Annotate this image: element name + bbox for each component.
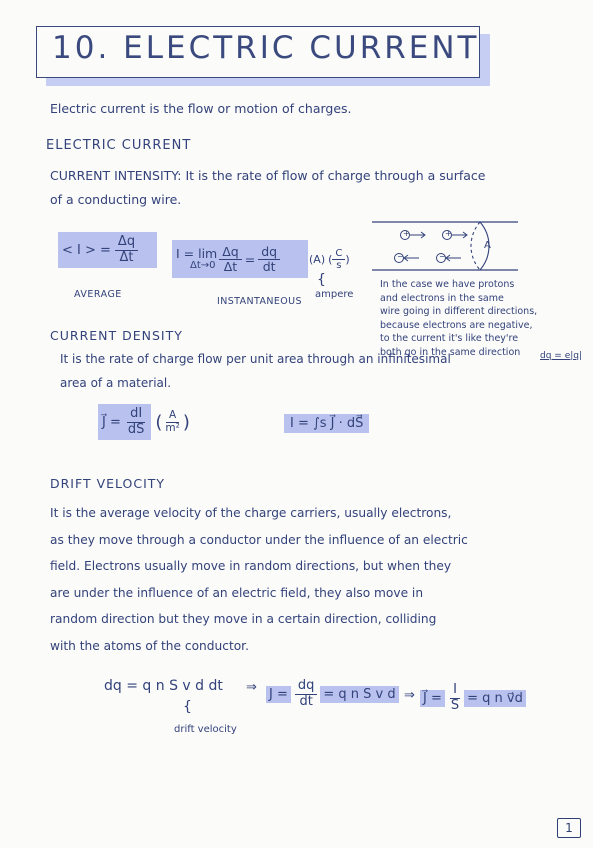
- final-rhs: = q n v⃗d: [464, 690, 526, 707]
- final-den: S: [450, 697, 460, 713]
- inst-lim-sub: Δt→0: [190, 260, 216, 272]
- current-density-highlight: [98, 404, 151, 440]
- avg-lhs: < I > =: [62, 242, 111, 258]
- side-note-formula: dq = e|q|: [540, 351, 583, 361]
- inst-lhs: I = lim: [176, 245, 218, 261]
- unit-a: (A): [309, 253, 326, 266]
- avg-den: Δt: [119, 249, 134, 265]
- final-lhs: J⃗ =: [420, 690, 445, 707]
- final-fraction: [448, 683, 462, 713]
- j-num: dI: [127, 407, 145, 422]
- current-density-line-1: It is the rate of charge flow per unit area through an infinitesimal: [60, 352, 451, 366]
- current-integral-formula: I = ∫s J⃗ · dS⃗: [284, 414, 369, 433]
- inst-den-1: Δt: [223, 258, 238, 274]
- drift-velocity-note: drift velocity: [174, 724, 237, 735]
- side-note-line: wire going in different directions,: [380, 306, 538, 317]
- inst-den-2: dt: [262, 258, 276, 274]
- inst-num-1: Δq: [219, 245, 242, 260]
- side-note: [380, 278, 537, 359]
- drift-brace-icon: {: [183, 699, 192, 715]
- surface-left-arc: [471, 222, 480, 270]
- side-note-line: to the current it's like they're: [380, 333, 519, 344]
- current-intensity-line-1: CURRENT INTENSITY: It is the rate of flow of charge through a surface: [50, 168, 486, 183]
- j-lhs: J⃗ =: [102, 414, 121, 430]
- inst-fraction-1: [219, 245, 242, 274]
- inst-fraction-2: [258, 245, 280, 274]
- brace-icon: {: [317, 272, 326, 288]
- section-heading-electric-current: ELECTRIC CURRENT: [46, 138, 192, 153]
- current-density-derivation: [266, 674, 399, 714]
- j-fraction: [125, 407, 148, 437]
- current-intensity-line-2: of a conducting wire.: [50, 192, 182, 207]
- side-note-line: and electrons in the same: [380, 292, 504, 304]
- section-heading-drift-velocity: DRIFT VELOCITY: [50, 476, 166, 491]
- final-num: I: [450, 683, 460, 698]
- pos-charge-sign-1: +: [403, 229, 410, 238]
- implies-arrow-1: ⇒: [246, 680, 257, 695]
- j-eq-lhs: J =: [266, 686, 291, 703]
- side-note-line: In the case we have protons: [380, 279, 515, 290]
- current-density-formula: J⃗ = $\frac{dI}{dS}$ ( $\frac{A}{\text{m²}}$ ): [98, 400, 190, 444]
- average-current-formula: [58, 232, 157, 268]
- j-eq-rhs: = q n S v d: [320, 686, 398, 703]
- j-eq-fraction: [295, 679, 318, 709]
- side-note-line: both go in the same direction: [380, 346, 521, 358]
- final-drift-formula: [420, 678, 526, 718]
- avg-fraction: [115, 235, 138, 265]
- instantaneous-current-formula: [172, 240, 308, 278]
- inst-lim-block: [176, 247, 217, 272]
- j-unit-den: m²: [165, 421, 180, 434]
- unit-word: ampere: [315, 289, 354, 300]
- unit-num: C: [332, 248, 345, 260]
- side-note-line: because electrons are negative,: [380, 319, 533, 331]
- drift-line: field. Electrons usually move in random directions, but when they: [50, 559, 452, 573]
- drift-velocity-paragraph: [50, 500, 468, 659]
- inst-equals: =: [244, 251, 256, 267]
- pos-charge-sign-2: +: [445, 229, 452, 238]
- page-title: 10. ELECTRIC CURRENT: [52, 30, 480, 66]
- neg-charge-sign-1: −: [397, 252, 404, 261]
- unit-block: (A) ( $\frac{C}{s}$ ): [309, 248, 350, 271]
- drift-line: random direction but they move in a certain direction, colliding: [50, 612, 437, 626]
- instantaneous-label: INSTANTANEOUS: [217, 296, 302, 307]
- j-unit-fraction: [162, 410, 182, 434]
- charge-element-equation: dq = q n S v d dt: [104, 678, 223, 694]
- surface-label: A: [484, 240, 491, 251]
- j-eq-den: dt: [299, 693, 313, 709]
- drift-line: as they move through a conductor under the influence of an electric: [50, 532, 468, 547]
- j-unit-num: A: [166, 410, 179, 423]
- page-number: 1: [557, 818, 581, 838]
- intro-text: Electric current is the flow or motion of charges.: [50, 101, 352, 116]
- neg-charge-sign-2: −: [439, 252, 446, 261]
- average-label: AVERAGE: [74, 289, 122, 300]
- drift-line: with the atoms of the conductor.: [50, 638, 249, 653]
- implies-arrow-2: ⇒: [404, 688, 415, 703]
- section-heading-current-density: CURRENT DENSITY: [50, 328, 183, 343]
- wire-diagram: [368, 218, 520, 274]
- current-density-line-2: area of a material.: [60, 376, 172, 390]
- drift-line: are under the influence of an electric field, they also move in: [50, 585, 424, 600]
- unit-den: s: [336, 260, 342, 271]
- inst-num-2: dq: [258, 245, 280, 260]
- unit-fraction: [332, 248, 345, 271]
- j-eq-num: dq: [295, 679, 318, 694]
- j-den: dS: [127, 421, 145, 437]
- drift-line: It is the average velocity of the charge carriers, usually electrons,: [50, 506, 452, 520]
- avg-num: Δq: [115, 235, 138, 250]
